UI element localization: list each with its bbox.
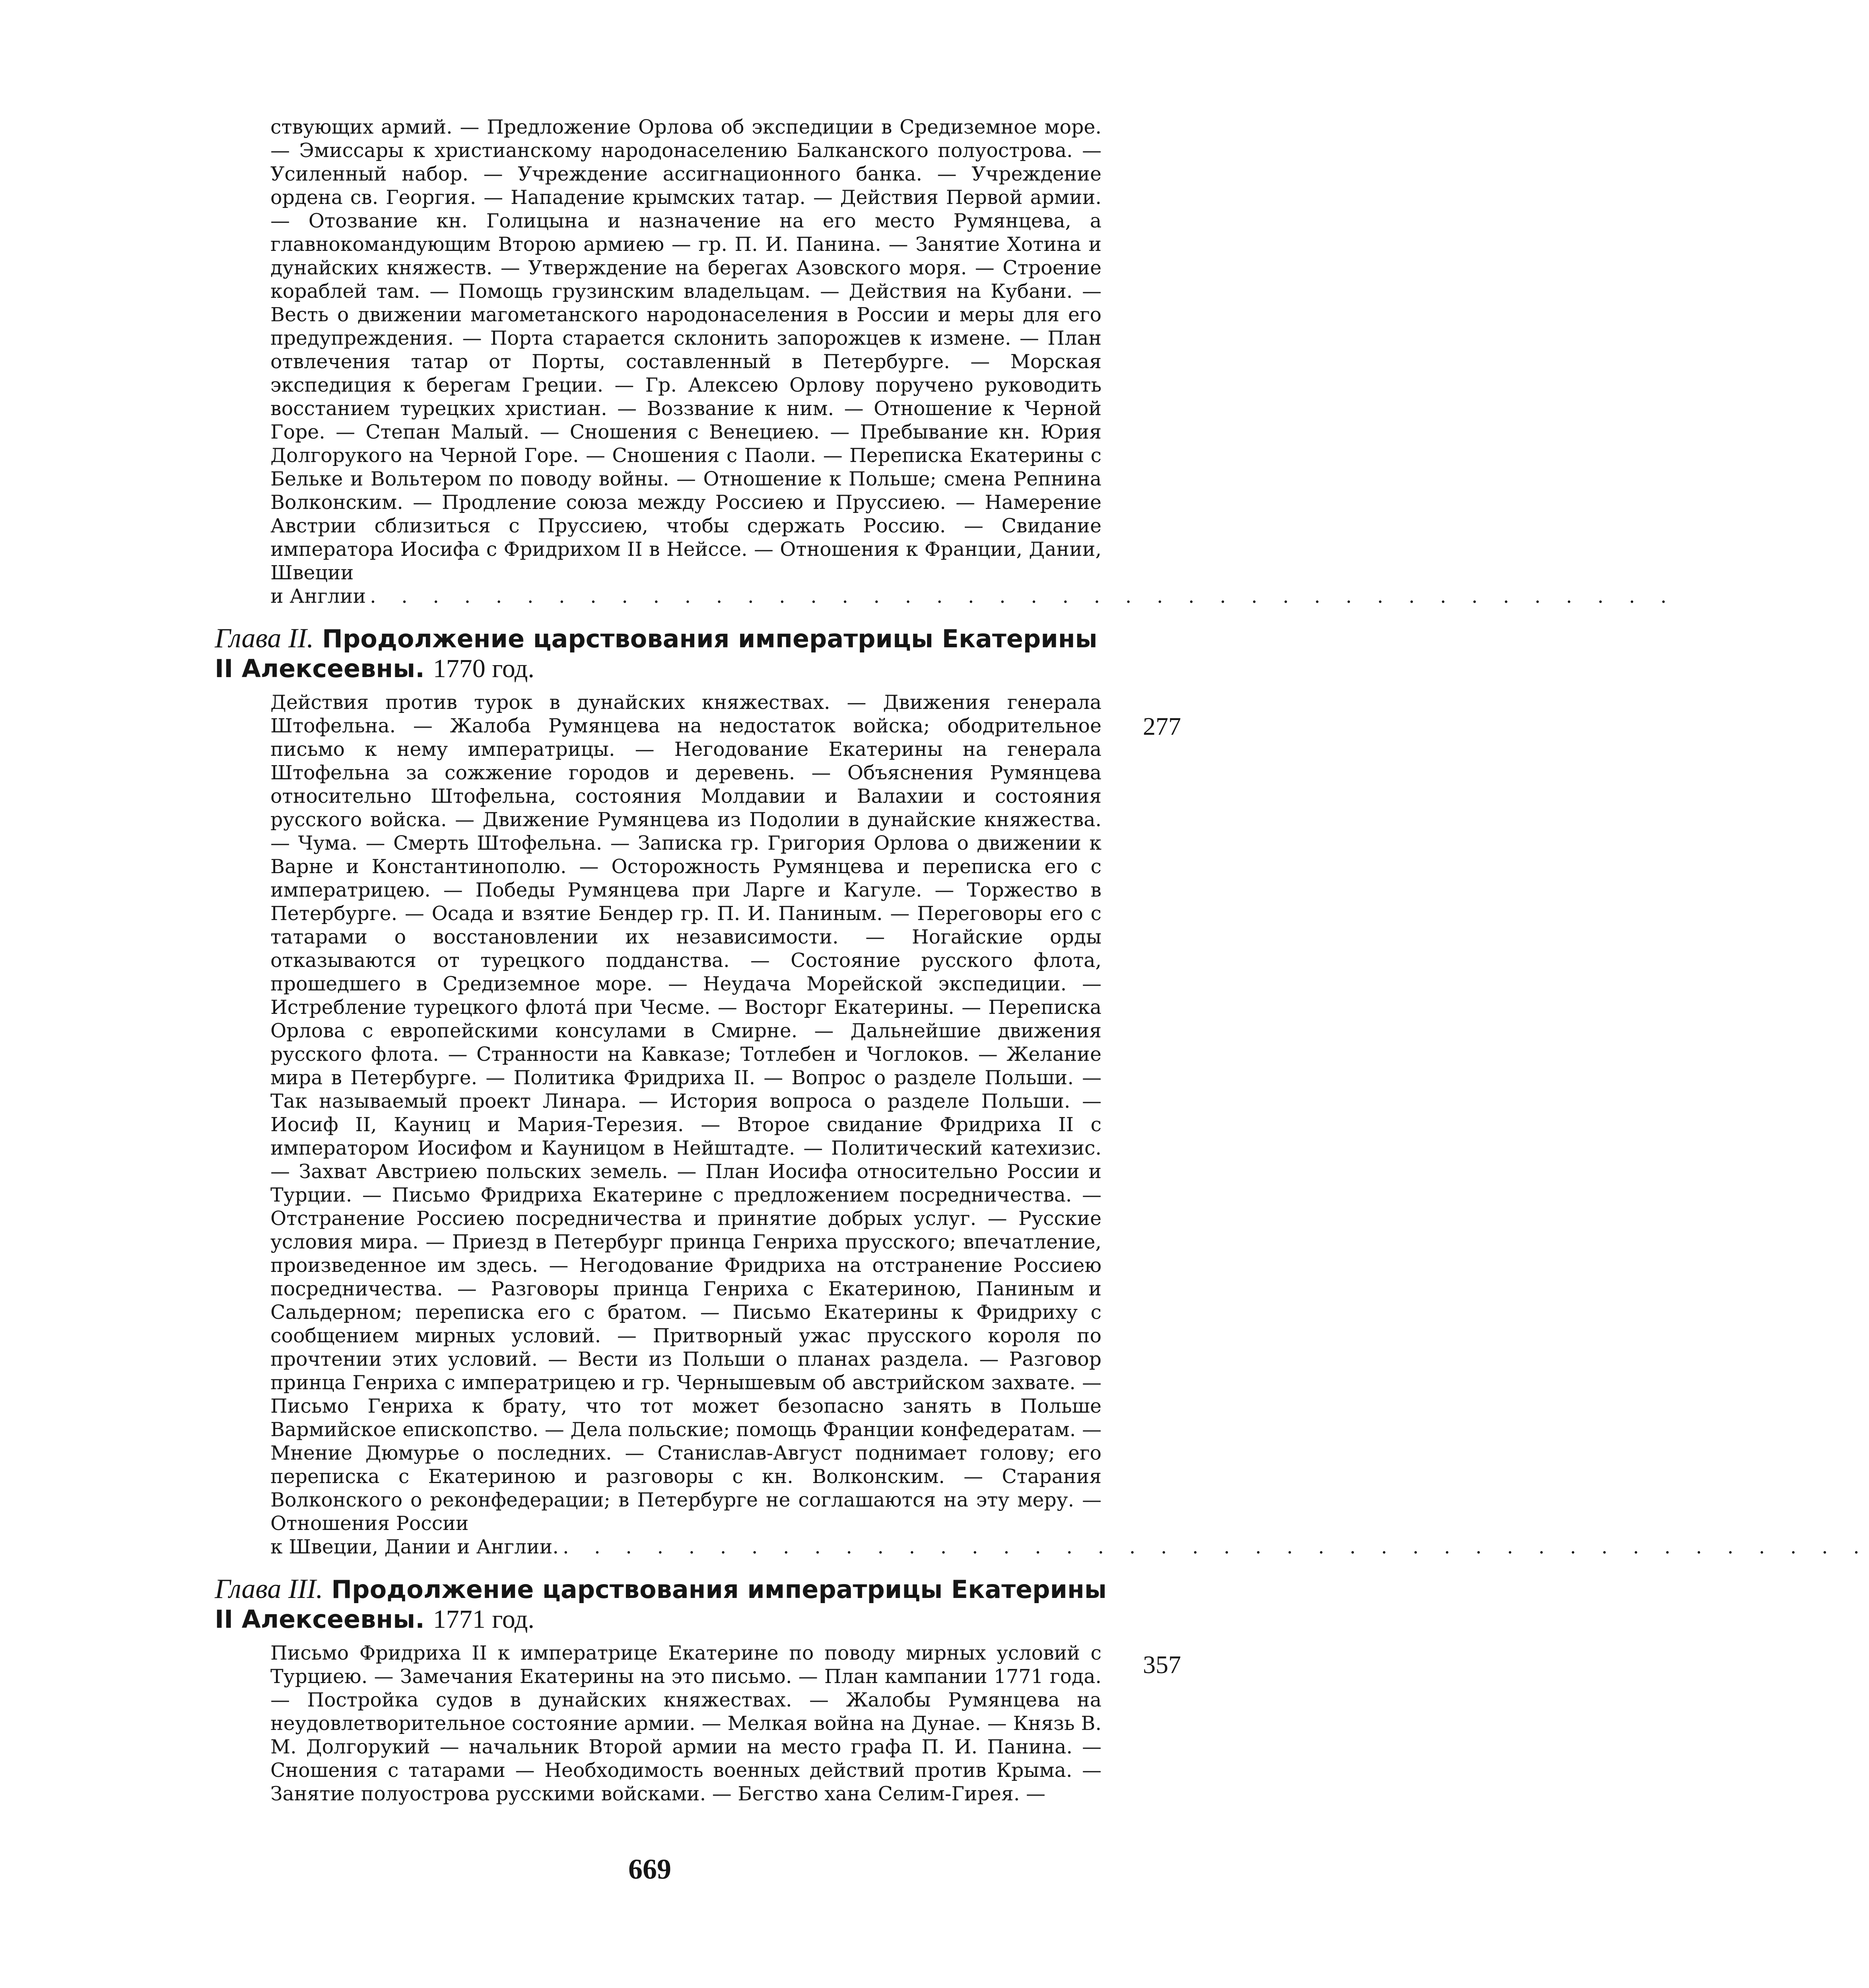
chapter-leader-line <box>270 1535 1869 1559</box>
intro-last-line: и Англии <box>270 585 366 608</box>
chapter-title: Продолжение царствования императрицы Екатерины II Алексеевны. <box>215 1575 1107 1634</box>
dot-leader: . . . . . . . . . . . . . . . . . . . . . . . . . . . . . . . . . . . . . . . . . . <box>562 1536 1869 1558</box>
intro-text: ствующих армий. — Предложение Орлова об экспедиции в Средиземное море. — Эмиссары к христианскому народонаселению Балканского полуострова. — Усиленный набор. — Учреждение ассигнационного банка. — Учреждение ордена св. Георгия. — Нападение крымских татар. — Действия Первой армии. — Отозвание кн. Голицына и назначение на его место Румянцева, а главнокомандующим Второю армиею — гр. П. И. Панина. — Занятие Хотина и дунайских княжеств. — Утверждение на берегах Азовского моря. — Строение кораблей там. — Помощь грузинским владельцам. — Действия на Кубани. — Весть о движении магометанского народонаселения в России и меры для его предупреждения. — Порта старается склонить запорожцев к измене. — План отвлечения татар от Порты, составленный в Петербурге. — Морская экспедиция к берегам Греции. — Гр. Алексею Орлову поручено руководить восстанием турецких христиан. — Воззвание к ним. — Отношение к Черной Горе. — Степан Малый. — Сношения с Венециею. — Пребывание кн. Юрия Долгорукого на Черной Горе. — Сношения с Паоли. — Переписка Екатерины с Бельке и Вольтером по поводу войны. — Отношение к Польше; смена Репнина Волконским. — Продление союза между Россиею и Пруссиею. — Намерение Австрии сблизиться с Пруссиею, чтобы сдержать Россию. — Свидание императора Иосифа с Фридрихом II в Нейссе. — Отношения к Франции, Дании, Швеции <box>270 116 1102 584</box>
intro-block <box>270 115 1676 608</box>
chapter-text: Действия против турок в дунайских княжествах. — Движения генерала Штофельна. — Жалоба Румянцева на недостаток войска; ободрительное письмо к нему императрицы. — Негодование Екатерины на генерала Штофельна за сожжение городов и деревень. — Объяснения Румянцева относительно Штофельна, состояния Молдавии и Валахии и состояния русского войска. — Движение Румянцева из Подолии в дунайские княжества. — Чума. — Смерть Штофельна. — Записка гр. Григория Орлова о движении к Варне и Константинополю. — Осторожность Румянцева и переписка его с императрицею. — Победы Румянцева при Ларге и Кагуле. — Торжество в Петербурге. — Осада и взятие Бендер гр. П. И. Паниным. — Переговоры его с татарами о восстановлении их независимости. — Ногайские орды отказываются от турецкого подданства. — Состояние русского флота, прошедшего в Средиземное море. — Неудача Морейской экспедиции. — Истребление турецкого флота́ при Чесме. — Восторг Екатерины. — Переписка Орлова с европейскими консулами в Смирне. — Дальнейшие движения русского флота. — Странности на Кавказе; Тотлебен и Чоглоков. — Желание мира в Петербурге. — Политика Фридриха II. — Вопрос о разделе Польши. — Так называемый проект Линара. — История вопроса о разделе Польши. — Иосиф II, Кауниц и Мария-Терезия. — Второе свидание Фридриха II с императором Иосифом и Кауницом в Нейштадте. — Политический катехизис. — Захват Австриею польских земель. — План Иосифа относительно России и Турции. — Письмо Фридриха Екатерине с предложением посредничества. — Отстранение Россиею посредничества и принятие добрых услуг. — Русские условия мира. — Приезд в Петербург принца Генриха прусского; впечатление, произведенное им здесь. — Негодование Фридриха на отстранение Россиею посредничества. — Разговоры принца Генриха с Екатериною, Паниным и Сальдерном; переписка его с братом. — Письмо Екатерины к Фридриху с сообщением мирных условий. — Притворный ужас прусского короля по прочтении этих условий. — Вести из Польши о планах раздела. — Разговор принца Генриха с императрицею и гр. Чернышевым об австрийском захвате. — Письмо Генриха к брату, что тот может безопасно занять в Польше Вармийское епископство. — Дела польские; помощь Франции конфедератам. — Мнение Дюмурье о последних. — Станислав-Август поднимает голову; его переписка с Екатериною и разговоры с кн. Волконским. — Старания Волконского о реконфедерации; в Петербурге не соглашаются на эту меру. — Отношения России <box>270 691 1102 1535</box>
intro-leader-line <box>270 584 1676 608</box>
chapter-label: Глава III. <box>215 1574 323 1604</box>
chapter-year: 1770 год. <box>433 654 534 683</box>
page-number: 357 <box>1143 1650 1181 1679</box>
chapter-3 <box>215 1574 1181 1806</box>
chapter-text: Письмо Фридриха II к императрице Екатерине по поводу мирных условий с Турциею. — Замечания Екатерины на это письмо. — План кампании 1771 года. — Постройка судов в дунайских княжествах. — Жалобы Румянцева на неудовлетворительное состояние армии. — Мелкая война на Дунае. — Князь В. М. Долгорукий — начальник Второй армии на место графа П. И. Панина. — Сношения с татарами — Необходимость военных действий против Крыма. — Занятие полуострова русскими войсками. — Бегство хана Селим-Гирея. — <box>270 1642 1102 1805</box>
toc-page <box>215 115 1869 1806</box>
chapter-description <box>270 1641 1102 1806</box>
chapter-2 <box>215 623 1869 1559</box>
chapter-heading <box>215 1574 1113 1634</box>
page-number: 277 <box>1143 712 1181 740</box>
chapter-last-line: к Швеции, Дании и Англии. <box>270 1536 559 1558</box>
dot-leader: . . . . . . . . . . . . . . . . . . . . . . . . . . . . . . . . . . . . . . . . . . <box>370 585 1676 608</box>
folio-page-number: 669 <box>628 1853 671 1885</box>
chapter-heading <box>215 624 1113 683</box>
chapter-year: 1771 год. <box>433 1605 534 1634</box>
chapter-label: Глава II. <box>215 623 314 654</box>
chapter-title: Продолжение царствования императрицы Екатерины II Алексеевны. <box>215 624 1098 683</box>
